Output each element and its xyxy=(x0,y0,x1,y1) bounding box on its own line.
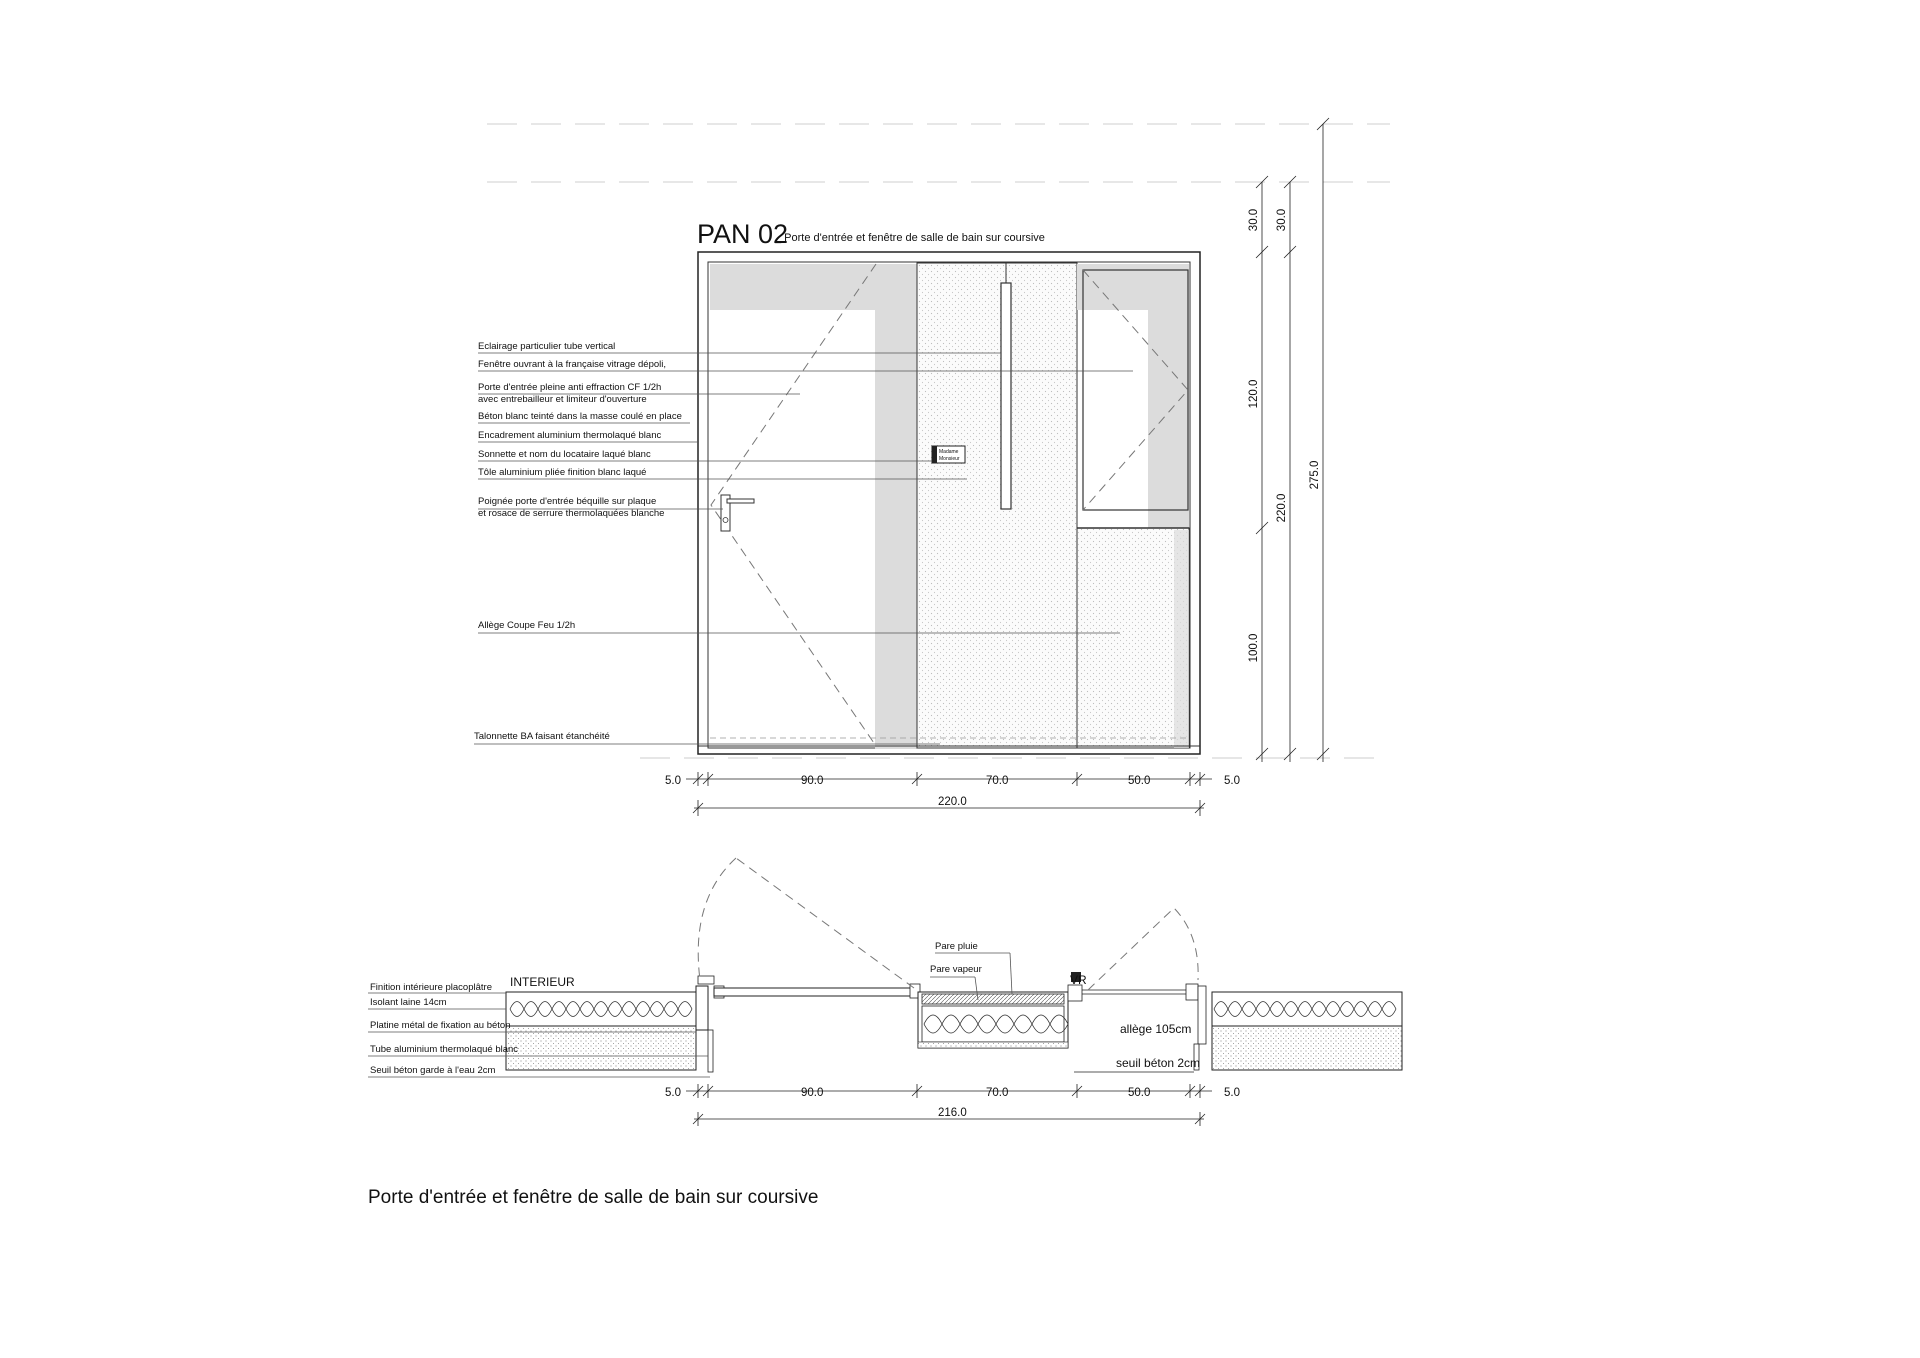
figure-caption: Porte d'entrée et fenêtre de salle de bain sur coursive xyxy=(368,1187,819,1208)
annotation-labels xyxy=(474,341,682,742)
plan-dim-h-3: 50.0 xyxy=(1128,1087,1151,1099)
plan-dim-h-1: 90.0 xyxy=(801,1087,824,1099)
svg-text:Tube aluminium thermolaqué bla: Tube aluminium thermolaqué blanc xyxy=(370,1044,519,1055)
elevation-drawing xyxy=(474,118,1380,816)
door-leaf-plan xyxy=(714,988,914,996)
nameplate-line-1: Madame xyxy=(939,449,959,455)
pare-pluie-label: Pare pluie xyxy=(935,941,978,952)
svg-text:Sonnette et nom du locataire l: Sonnette et nom du locataire laqué blanc xyxy=(478,449,651,460)
light-tube xyxy=(1001,283,1011,509)
dim-h-1: 90.0 xyxy=(801,775,824,787)
pan-code: PAN 02 xyxy=(697,219,789,249)
svg-text:Porte d'entrée pleine anti eff: Porte d'entrée pleine anti effraction CF 1/2h xyxy=(478,382,662,393)
guide-lines xyxy=(487,124,1390,182)
svg-text:avec entrebailleur et limiteur: avec entrebailleur et limiteur d'ouverture xyxy=(478,394,647,405)
dim-h-total: 220.0 xyxy=(938,796,967,808)
plan-dim-h-total: 216.0 xyxy=(938,1107,967,1119)
elevation-vertical-dims xyxy=(1256,118,1329,762)
dim-h-0: 5.0 xyxy=(665,775,681,787)
right-wall-concrete xyxy=(1212,1026,1402,1070)
svg-text:Isolant laine 14cm: Isolant laine 14cm xyxy=(370,997,447,1008)
dim-h-2: 70.0 xyxy=(986,775,1009,787)
svg-text:et rosace de serrure thermolaq: et rosace de serrure thermolaquées blanche xyxy=(478,508,665,519)
door-swing-plan xyxy=(698,858,914,988)
dim-v-275: 275.0 xyxy=(1309,460,1321,490)
plan-dim-h-2: 70.0 xyxy=(986,1087,1009,1099)
svg-text:Finition intérieure placoplâtr: Finition intérieure placoplâtre xyxy=(370,982,492,993)
left-wall-insulation xyxy=(506,992,696,1026)
svg-text:Seuil béton garde à l'eau 2cm: Seuil béton garde à l'eau 2cm xyxy=(370,1065,496,1076)
dim-h-3: 50.0 xyxy=(1128,775,1151,787)
svg-text:Encadrement aluminium thermola: Encadrement aluminium thermolaqué blanc xyxy=(478,430,662,441)
dim-v-30-b: 30.0 xyxy=(1276,208,1288,232)
plan-dim-h-0: 5.0 xyxy=(665,1087,681,1099)
svg-text:Fenêtre ouvrant à la française: Fenêtre ouvrant à la française vitrage dépoli, xyxy=(478,359,666,370)
seuil-label: seuil béton 2cm xyxy=(1116,1056,1201,1070)
allege-label: allège 105cm xyxy=(1120,1022,1192,1036)
svg-text:Platine métal de fixation au b: Platine métal de fixation au béton xyxy=(370,1020,511,1031)
pan-subtitle: _ Porte d'entrée et fenêtre de salle de bain sur coursive xyxy=(775,232,1045,244)
dim-h-4: 5.0 xyxy=(1224,775,1240,787)
plan-section xyxy=(368,858,1402,1126)
svg-text:Allège Coupe Feu 1/2h: Allège Coupe Feu 1/2h xyxy=(478,620,576,631)
plan-layer-labels xyxy=(370,982,518,1076)
left-wall-concrete xyxy=(506,1026,696,1070)
right-wall-insulation xyxy=(1212,992,1402,1026)
svg-text:Poignée porte d'entrée béquill: Poignée porte d'entrée béquille sur plaque xyxy=(478,496,657,507)
svg-text:Eclairage particulier tube ver: Eclairage particulier tube vertical xyxy=(478,341,616,352)
svg-text:Béton blanc teinté dans la mas: Béton blanc teinté dans la masse coulé en place xyxy=(478,411,682,422)
dim-v-100: 100.0 xyxy=(1248,633,1260,663)
vr-label: VR xyxy=(1070,973,1087,987)
svg-text:Tôle aluminium pliée finition: Tôle aluminium pliée finition blanc laqué xyxy=(478,467,647,478)
pare-vapeur-label: Pare vapeur xyxy=(930,964,982,975)
svg-text:Talonnette BA faisant étanchéi: Talonnette BA faisant étanchéité xyxy=(474,731,610,742)
allege-panel xyxy=(1077,528,1189,748)
central-panel xyxy=(917,263,1077,748)
door-handle-lever xyxy=(727,499,754,503)
nameplate-line-2: Monsieur xyxy=(939,456,960,462)
dim-v-220: 220.0 xyxy=(1276,493,1288,523)
dim-v-120: 120.0 xyxy=(1248,379,1260,409)
plan-dim-h-4: 5.0 xyxy=(1224,1087,1240,1099)
allege-side-shade xyxy=(1174,530,1189,748)
dim-v-30-a: 30.0 xyxy=(1248,208,1260,232)
window-swing-plan xyxy=(1088,908,1198,990)
door-jamb-shade xyxy=(875,264,917,749)
interior-label: INTERIEUR xyxy=(510,975,575,989)
